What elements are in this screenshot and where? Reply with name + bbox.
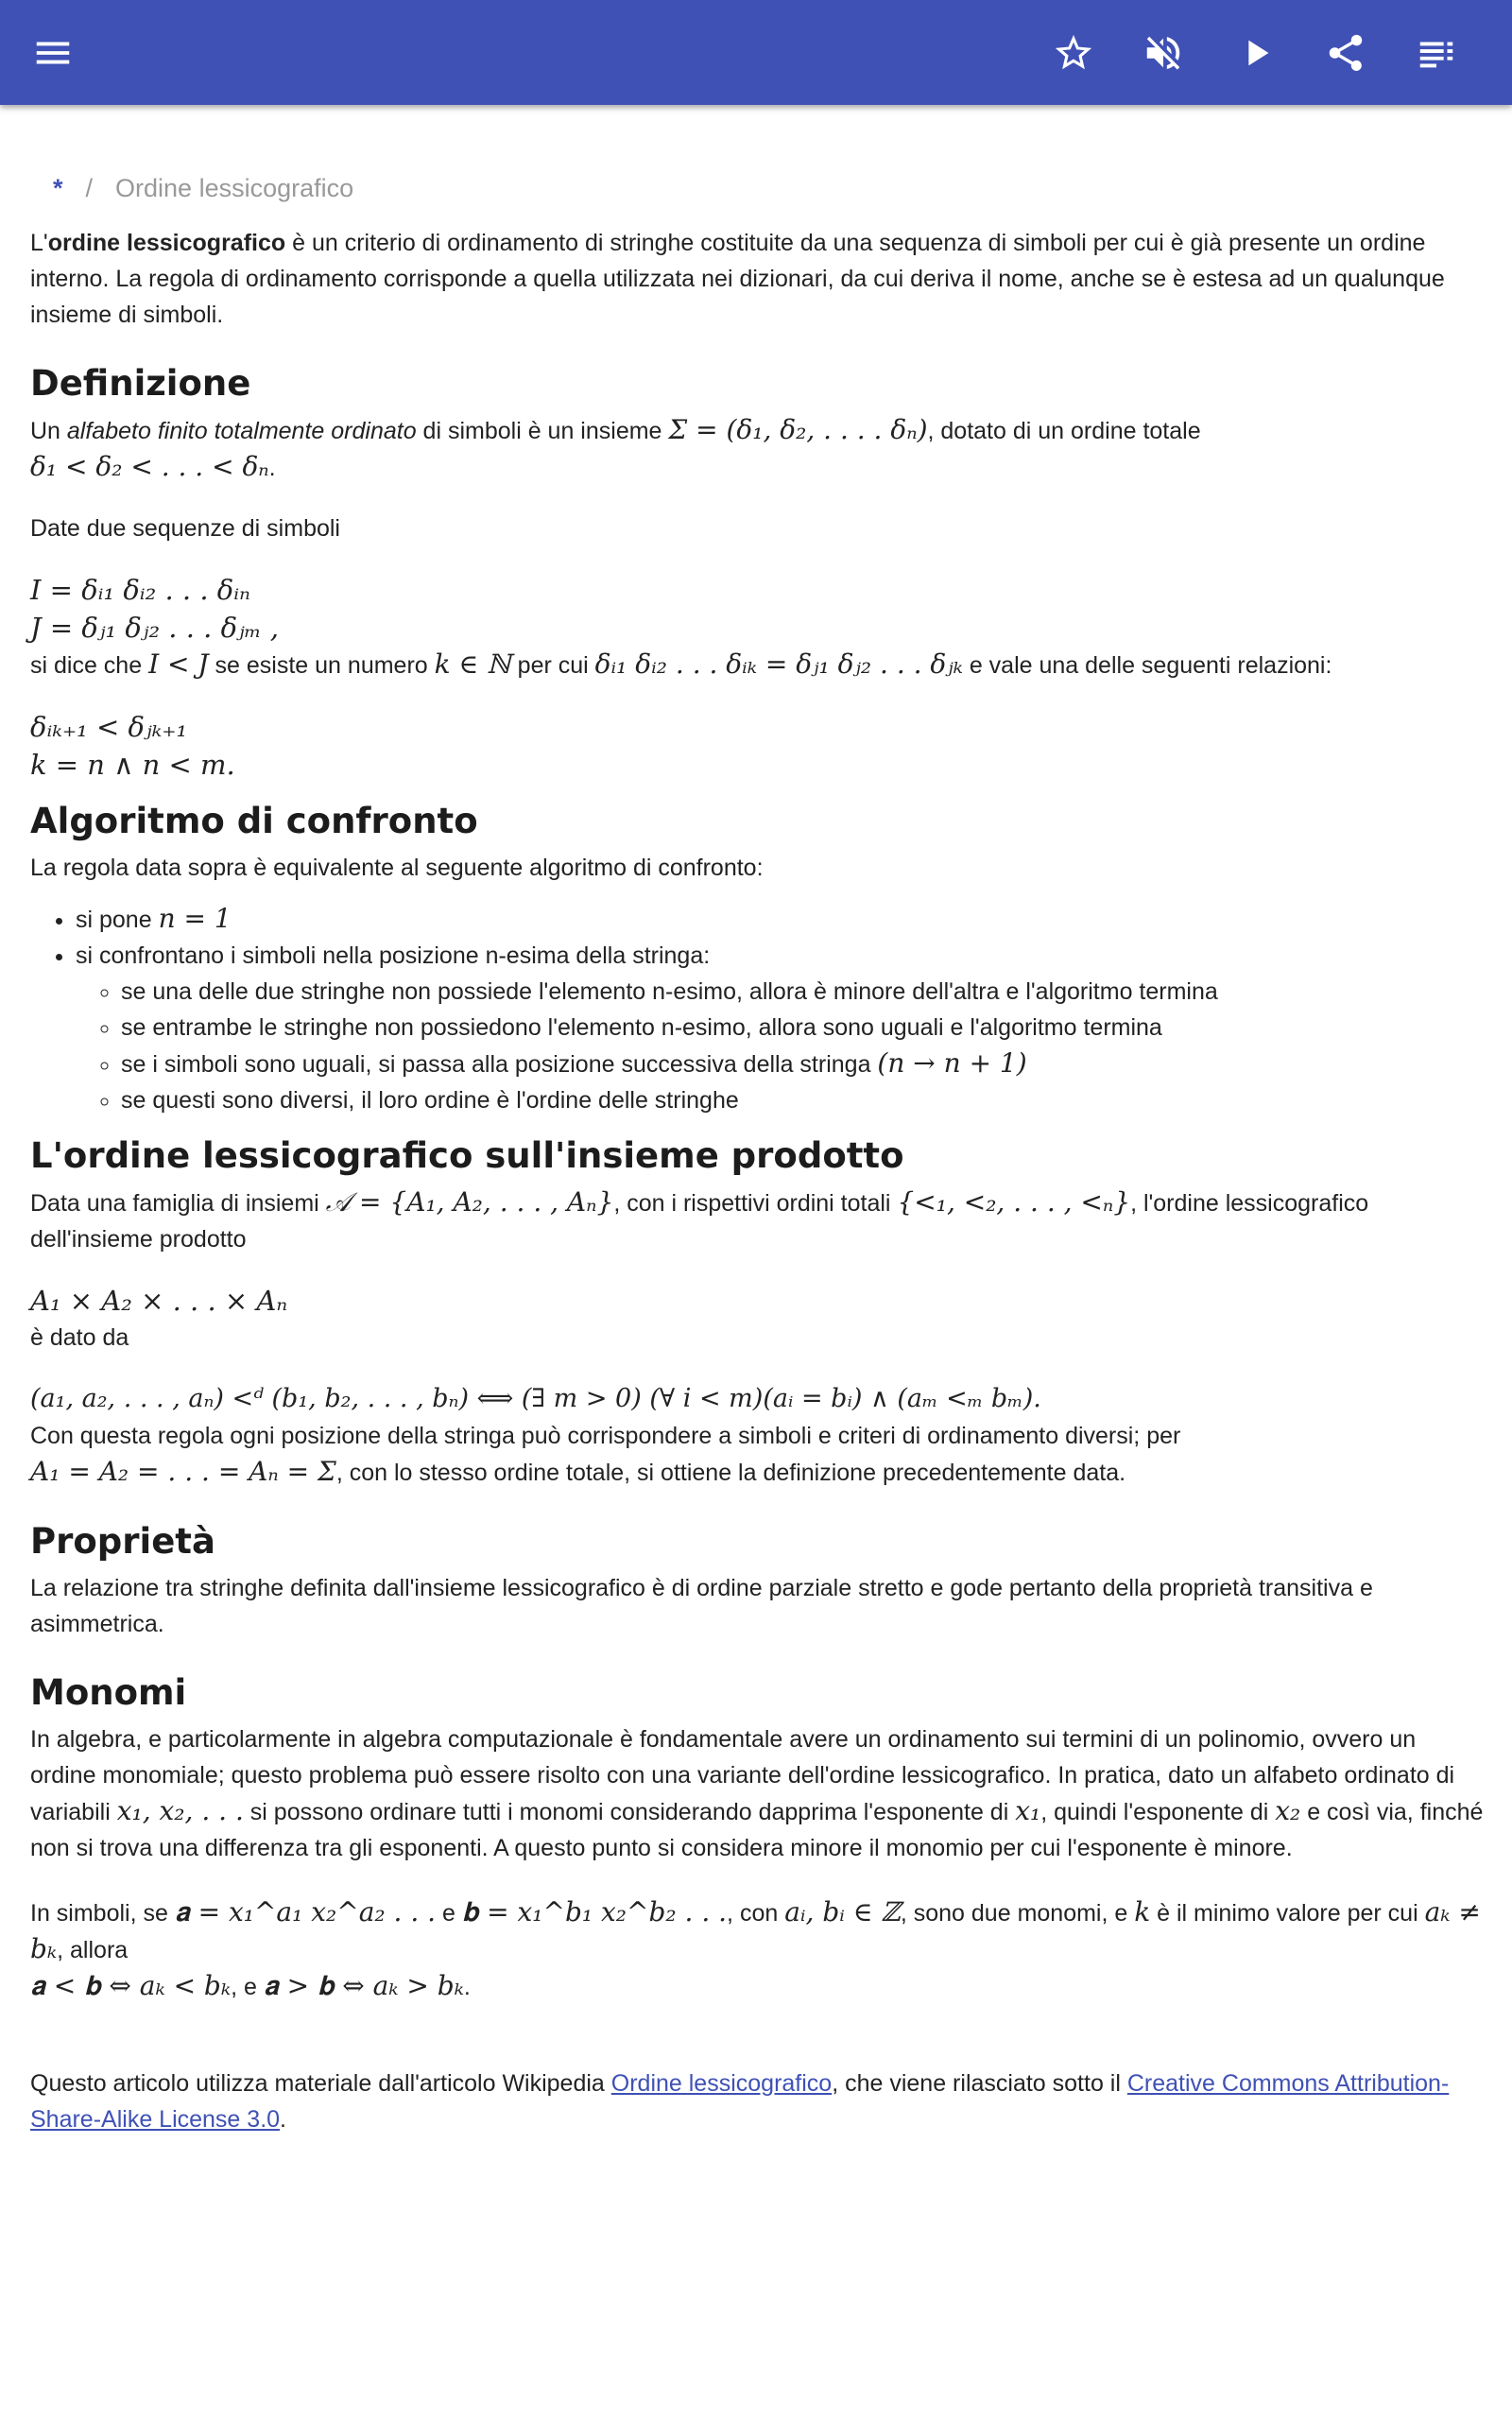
license-link[interactable]: Creative Commons Attribution-Share-Alike License 3.0 bbox=[30, 2070, 1450, 2133]
emphasis-text: alfabeto finito totalmente ordinato bbox=[66, 418, 417, 444]
list-icon[interactable] bbox=[1409, 26, 1464, 80]
math-formula: 𝐛 = x₁^b₁ x₂^b₂ . . . bbox=[461, 1896, 728, 1927]
math-relation-2: k = n ∧ n < m. bbox=[30, 749, 235, 781]
text: , sono due monomi, e bbox=[900, 1900, 1135, 1927]
heading-definizione: Definizione bbox=[30, 363, 251, 404]
wikipedia-article-link[interactable]: Ordine lessicografico bbox=[610, 2070, 833, 2097]
math-formula: A₁ = A₂ = . . . = Aₙ = Σ bbox=[30, 1456, 336, 1487]
list-item: ◦ se una delle due stringhe non possiede l'elemento n-esimo, allora è minore dell'altra e l'algoritmo termina bbox=[121, 974, 1484, 1010]
text: se esiste un numero bbox=[208, 652, 435, 679]
math-formula: Σ = (δ₁, δ₂, . . . . δₙ) bbox=[668, 414, 928, 445]
math-relation-1: δᵢₖ₊₁ < δⱼₖ₊₁ bbox=[30, 711, 188, 743]
definizione-paragraph-1 bbox=[30, 412, 1484, 486]
math-formula: k bbox=[1134, 1896, 1151, 1927]
math-product: A₁ × A₂ × . . . × Aₙ bbox=[30, 1285, 288, 1317]
text: Con questa regola ogni posizione della stringa può corrispondere a simboli e criteri di ordinamento diversi; per bbox=[30, 1423, 1181, 1449]
intro-paragraph bbox=[30, 225, 1484, 333]
text: Un bbox=[30, 418, 67, 444]
math-formula: δ₁ < δ₂ < . . . < δₙ bbox=[30, 451, 269, 482]
heading-algoritmo: Algoritmo di confronto bbox=[30, 801, 478, 841]
text: In simboli, se bbox=[30, 1900, 175, 1927]
text: si dice che bbox=[30, 652, 149, 679]
breadcrumb-separator: / bbox=[85, 174, 94, 202]
heading-prodotto: L'ordine lessicografico sull'insieme prodotto bbox=[30, 1135, 904, 1176]
monomi-paragraph-2 bbox=[30, 1894, 1484, 2005]
definizione-paragraph-2: Date due sequenze di simboli bbox=[30, 515, 340, 542]
text: e bbox=[436, 1900, 462, 1927]
proprieta-paragraph: La relazione tra stringhe definita dall'insieme lessicografico è di ordine parziale stretto e gode pertanto della proprietà transitiva e asimmetrica. bbox=[30, 1575, 1373, 1637]
list-item bbox=[76, 938, 1484, 1118]
heading-proprieta: Proprietà bbox=[30, 1521, 215, 1562]
text: In algebra, e particolarmente in algebra computazionale è fondamentale avere un ordinamento sui termini di un polinomio, ovvero un ordine monomiale; questo problema può essere risolto con una variante dell'ordine lessicografico. In pratica, dato un alfabeto ordinato di variabili bbox=[30, 1726, 1455, 1825]
definizione-paragraph-3 bbox=[30, 647, 1484, 683]
algoritmo-paragraph: La regola data sopra è equivalente al seguente algoritmo di confronto: bbox=[30, 855, 764, 881]
intro-text-rest: è un criterio di ordinamento di stringhe costituite da una sequenza di simboli per cui è già presente un ordine interno. La regola di ordinamento corrisponde a quella utilizzata nei dizionari, da cui deriva il nome, anche se è estesa ad un qualunque insieme di simboli. bbox=[30, 230, 1445, 328]
text: , l'ordine lessicografico dell'insieme prodotto bbox=[30, 1190, 1369, 1253]
math-formula: (n → n + 1) bbox=[877, 1047, 1027, 1079]
math-formula: n = 1 bbox=[158, 903, 232, 934]
math-formula: x₁ bbox=[1015, 1795, 1041, 1826]
article bbox=[30, 151, 1484, 2166]
math-formula-j: J = δⱼ₁ δⱼ₂ . . . δⱼₘ , bbox=[30, 612, 279, 644]
menu-icon[interactable] bbox=[26, 26, 80, 80]
text: si pone bbox=[76, 907, 159, 933]
text: se i simboli sono uguali, si passa alla posizione successiva della stringa bbox=[121, 1051, 878, 1078]
text: è il minimo valore per cui bbox=[1150, 1900, 1425, 1927]
prodotto-paragraph-3 bbox=[30, 1418, 1484, 1491]
math-formula-i: I = δᵢ₁ δᵢ₂ . . . δᵢₙ bbox=[30, 574, 250, 606]
text: e così via, finché non si trova una differenza tra gli esponenti. A questo punto si considera minore il monomio per cui l'esponente è minore. bbox=[30, 1799, 1484, 1861]
prodotto-paragraph-2: è dato da bbox=[30, 1324, 129, 1351]
math-formula: k ∈ ℕ bbox=[434, 648, 511, 680]
list-item: ◦ se questi sono diversi, il loro ordine è l'ordine delle stringhe bbox=[121, 1082, 1484, 1118]
math-formula: aᵢ, bᵢ ∈ ℤ bbox=[784, 1896, 901, 1927]
text: Data una famiglia di insiemi bbox=[30, 1190, 326, 1217]
text: , quindi l'esponente di bbox=[1040, 1799, 1276, 1825]
breadcrumb-current: Ordine lessicografico bbox=[115, 174, 354, 202]
monomi-paragraph-1 bbox=[30, 1721, 1484, 1866]
math-formula: I < J bbox=[148, 648, 209, 680]
list-item: ◦ se entrambe le stringhe non possiedono l'elemento n-esimo, allora sono uguali e l'algoritmo termina bbox=[121, 1010, 1484, 1046]
breadcrumb-home[interactable]: * bbox=[53, 174, 63, 202]
text: , dotato di un ordine totale bbox=[927, 418, 1201, 444]
intro-bold-term: ordine lessicografico bbox=[47, 230, 286, 256]
math-formula: 𝐚 < 𝐛 ⇔ aₖ < bₖ bbox=[30, 1970, 232, 2001]
app-bar bbox=[0, 0, 1512, 105]
math-formula: x₁, x₂, . . . bbox=[116, 1795, 244, 1826]
text: per cui bbox=[510, 652, 595, 679]
text: , allora bbox=[57, 1937, 129, 1963]
math-formula: x₂ bbox=[1275, 1795, 1301, 1826]
math-formula: aₖ ≠ bₖ bbox=[30, 1896, 1481, 1964]
text: di simboli è un insieme bbox=[416, 418, 669, 444]
share-icon[interactable] bbox=[1318, 26, 1373, 80]
prodotto-paragraph-1 bbox=[30, 1184, 1484, 1257]
text: e vale una delle seguenti relazioni: bbox=[962, 652, 1332, 679]
math-formula: 𝐚 > 𝐛 ⇔ aₖ > bₖ bbox=[263, 1970, 464, 2001]
breadcrumb bbox=[30, 151, 1484, 225]
text: , con lo stesso ordine totale, si ottiene la definizione precedentemente data. bbox=[335, 1460, 1126, 1486]
text: , che viene rilasciato sotto il bbox=[832, 2070, 1127, 2097]
text: , e bbox=[231, 1974, 264, 2000]
algoritmo-sublist bbox=[76, 974, 1484, 1118]
math-formula: {<₁, <₂, . . . , <ₙ} bbox=[897, 1186, 1131, 1218]
algoritmo-list bbox=[30, 901, 1484, 1118]
mute-icon[interactable] bbox=[1136, 26, 1191, 80]
text: si confrontano i simboli nella posizione n-esima della stringa: bbox=[76, 942, 711, 969]
intro-text: L' bbox=[30, 230, 48, 256]
text: Questo articolo utilizza materiale dall'articolo Wikipedia bbox=[30, 2070, 611, 2097]
text: si possono ordinare tutti i monomi considerando dapprima l'esponente di bbox=[243, 1799, 1016, 1825]
math-formula: 𝒜 = {A₁, A₂, . . . , Aₙ} bbox=[325, 1186, 614, 1218]
text: , con bbox=[727, 1900, 785, 1927]
math-formula: 𝐚 = x₁^a₁ x₂^a₂ . . . bbox=[174, 1896, 437, 1927]
math-formula: δᵢ₁ δᵢ₂ . . . δᵢₖ = δⱼ₁ δⱼ₂ . . . δⱼₖ bbox=[594, 648, 963, 680]
text: . bbox=[463, 1974, 471, 2000]
play-icon[interactable] bbox=[1228, 26, 1283, 80]
list-item bbox=[121, 1046, 1484, 1082]
star-icon[interactable] bbox=[1046, 26, 1101, 80]
text: . bbox=[268, 455, 276, 481]
list-item bbox=[76, 901, 1484, 938]
text: . bbox=[280, 2106, 286, 2133]
heading-monomi: Monomi bbox=[30, 1672, 187, 1713]
footer-attribution bbox=[30, 2066, 1484, 2137]
math-lexicographic-definition: (a₁, a₂, . . . , aₙ) <ᵈ (b₁, b₂, . . . , bₙ) ⟺ (∃ m > 0) (∀ i < m)(aᵢ = bᵢ) ∧ (aₘ <ₘ bₘ). bbox=[30, 1384, 1041, 1413]
text: , con i rispettivi ordini totali bbox=[613, 1190, 898, 1217]
